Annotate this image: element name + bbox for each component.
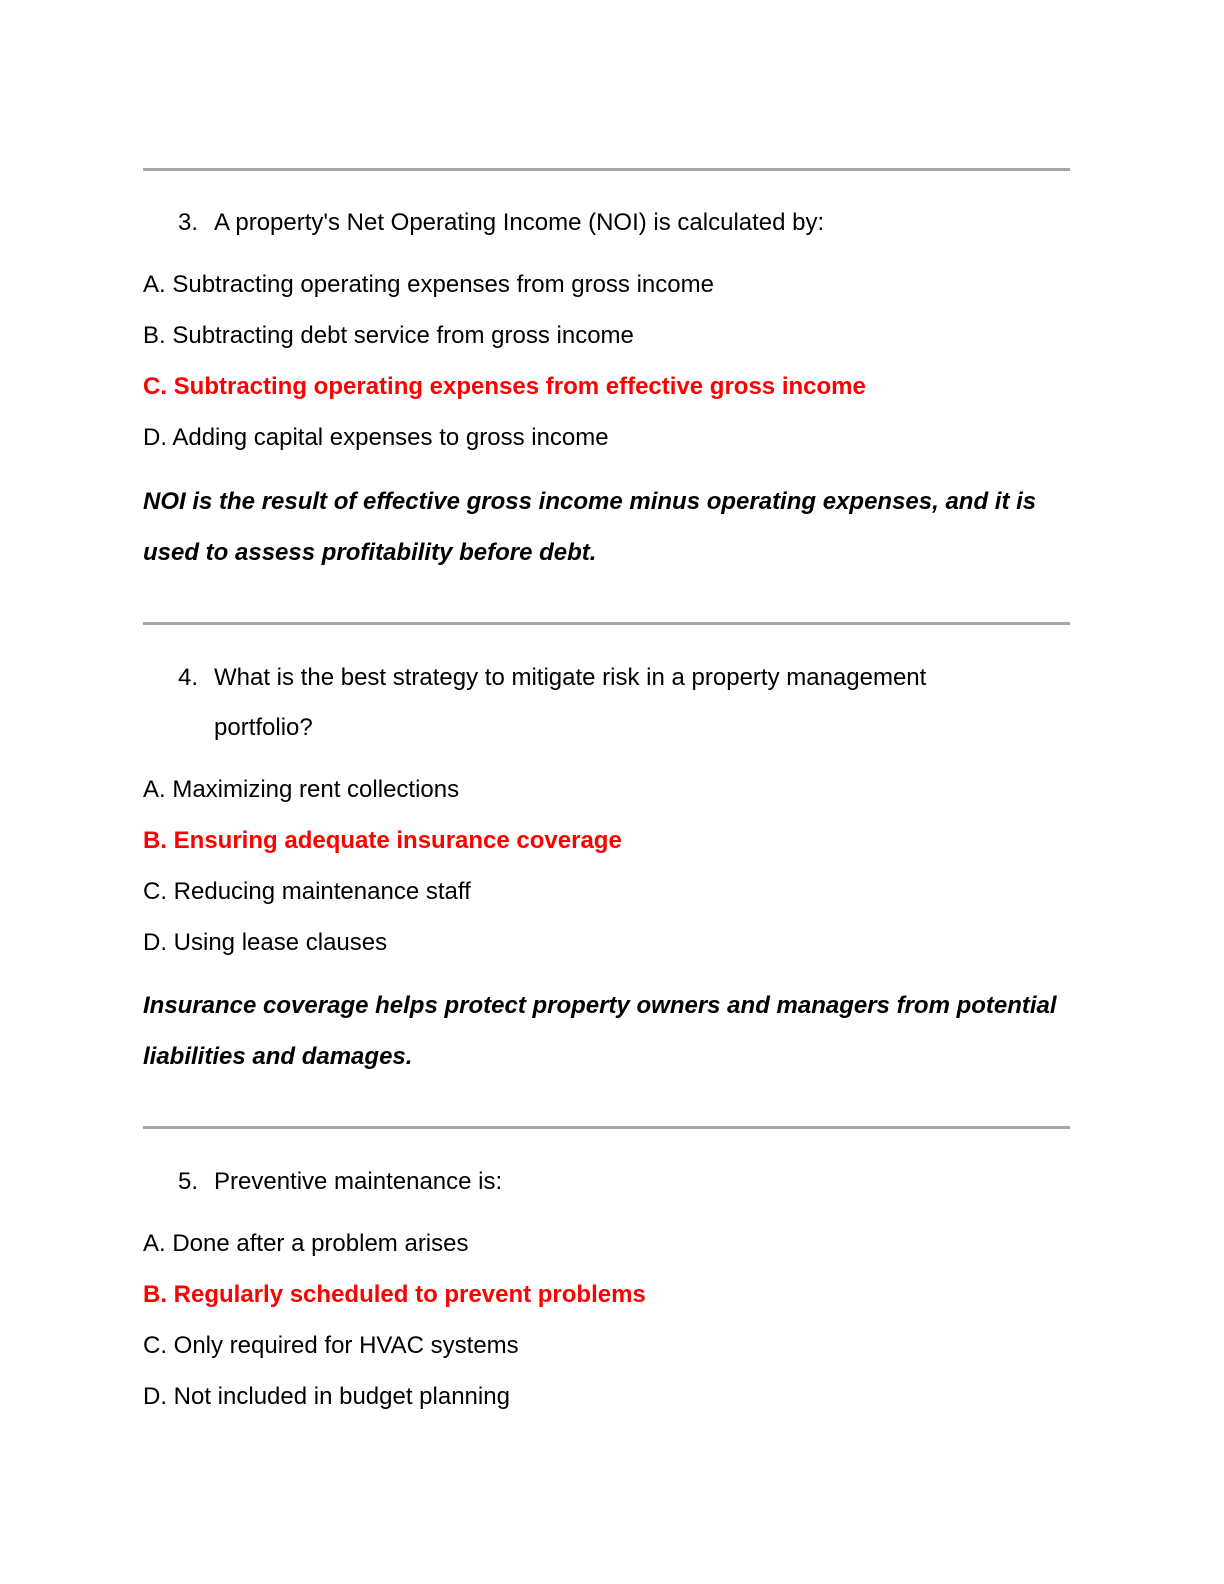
- option-a: A. Subtracting operating expenses from gross income: [143, 271, 714, 298]
- option-b-correct: B. Regularly scheduled to prevent problems: [143, 1281, 646, 1308]
- question-number: 5.: [178, 1168, 199, 1195]
- option-d: D. Not included in budget planning: [143, 1383, 510, 1410]
- option-c: C. Reducing maintenance staff: [143, 878, 471, 905]
- option-d: D. Using lease clauses: [143, 929, 388, 956]
- section-divider: [143, 1126, 1070, 1129]
- option-b: B. Subtracting debt service from gross income: [143, 322, 634, 349]
- question-text: Preventive maintenance is:: [214, 1168, 503, 1195]
- option-a: A. Maximizing rent collections: [143, 776, 460, 803]
- question-3: [178, 208, 1014, 248]
- question-5: [178, 1167, 1014, 1207]
- option-b-correct: B. Ensuring adequate insurance coverage: [143, 827, 622, 854]
- question-4: [178, 663, 1014, 753]
- option-d: D. Adding capital expenses to gross income: [143, 424, 609, 451]
- option-c-correct: C. Subtracting operating expenses from effective gross income: [143, 373, 866, 400]
- option-a: A. Done after a problem arises: [143, 1230, 469, 1257]
- question-number: 3.: [178, 209, 199, 236]
- option-c: C. Only required for HVAC systems: [143, 1332, 519, 1359]
- question-text: What is the best strategy to mitigate risk in a property management portfolio?: [214, 664, 927, 741]
- section-divider: [143, 168, 1070, 171]
- question-text: A property's Net Operating Income (NOI) is calculated by:: [214, 209, 825, 236]
- section-divider: [143, 622, 1070, 625]
- explanation: NOI is the result of effective gross income minus operating expenses, and it is used to assess profitability before debt.: [143, 488, 1037, 566]
- question-number: 4.: [178, 664, 199, 691]
- explanation: Insurance coverage helps protect property owners and managers from potential liabilities and damages.: [143, 992, 1057, 1070]
